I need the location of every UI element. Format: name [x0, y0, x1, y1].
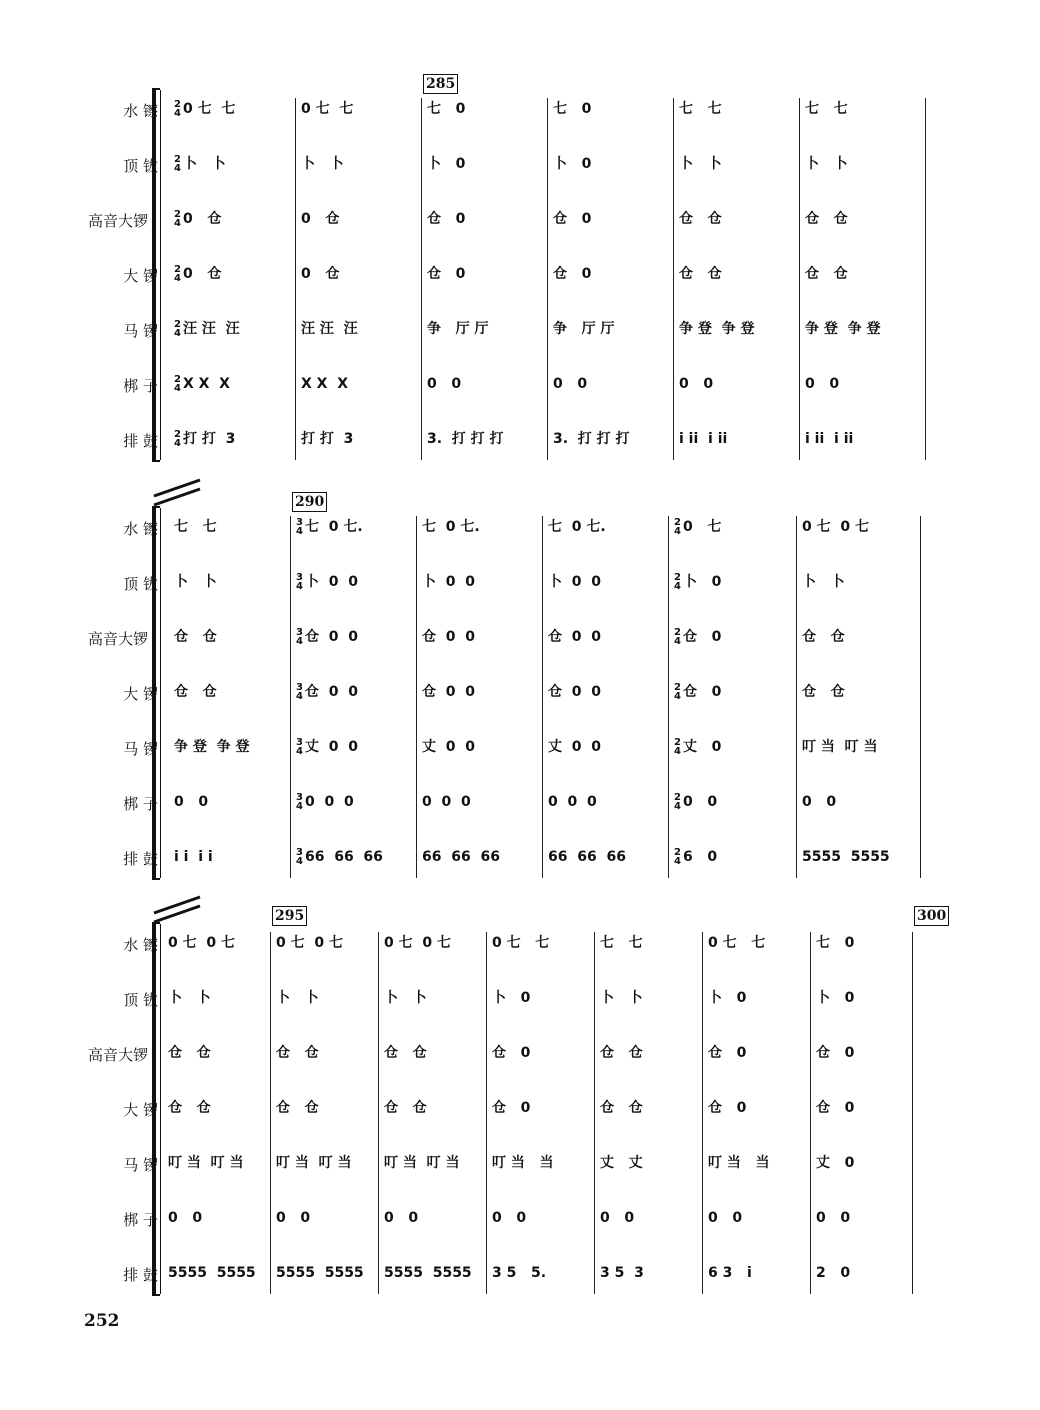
notation-cell: 仓 仓	[276, 1045, 319, 1061]
time-signature: 2 4	[174, 374, 181, 394]
barline	[295, 98, 296, 460]
notation-cell: 七 0 七.	[422, 519, 480, 535]
system-break-slashes	[150, 478, 210, 508]
notation-cell: 0 七 0 七	[802, 519, 869, 535]
rehearsal-mark: 285	[423, 74, 458, 94]
notation-cell: 丈 0 0	[422, 739, 475, 755]
notation-cell: 仓 0	[427, 266, 466, 282]
system-bracket-line	[160, 924, 161, 1294]
bracket-cap-bottom	[152, 460, 160, 462]
notation-cell: 2 4 0 0	[674, 792, 718, 812]
slash-line	[154, 489, 200, 505]
notation-cell: 仓 0	[553, 266, 592, 282]
notation-cell: X X X	[301, 376, 349, 392]
notation-cell: 仓 仓	[174, 684, 217, 700]
notation-cell: 仓 仓	[174, 629, 217, 645]
notation-cell: 仓 0 0	[422, 684, 475, 700]
notation-cell: 卜 卜	[276, 990, 319, 1006]
instrument-label: 排 鼓	[123, 850, 158, 868]
time-signature: 2 4	[674, 627, 681, 647]
system-bracket-line	[160, 508, 161, 878]
notation-cell: 卜 卜	[802, 574, 845, 590]
rehearsal-mark: 300	[914, 906, 949, 926]
notation-cell: 0 0	[553, 376, 588, 392]
instrument-label: 水 镲	[123, 936, 158, 954]
instrument-label: 排 鼓	[123, 432, 158, 450]
barline	[378, 932, 379, 1294]
instrument-label: 马 锣	[123, 1156, 158, 1174]
notation-cell: 仓 仓	[802, 629, 845, 645]
notation-cell: 0 仓	[301, 266, 340, 282]
notation-cell: 叮 当 叮 当	[802, 739, 878, 755]
notation-cell: 汪 汪 汪	[301, 321, 358, 337]
notation-cell: 0 仓	[301, 211, 340, 227]
notation-cell: 七 0	[553, 101, 592, 117]
notation-cell: 0 七 0 七	[384, 935, 451, 951]
instrument-label: 高音大锣	[87, 212, 148, 230]
instrument-label: 顶 钹	[123, 157, 158, 175]
instrument-label: 水 镲	[123, 520, 158, 538]
notation-cell: 七 七	[600, 935, 643, 951]
instrument-label: 梆 子	[123, 1211, 158, 1229]
instrument-label: 水 镲	[123, 102, 158, 120]
notation-cell: 叮 当 叮 当	[384, 1155, 460, 1171]
notation-cell: 七 0 七.	[548, 519, 606, 535]
notation-cell: 叮 当 叮 当	[168, 1155, 244, 1171]
barline	[542, 516, 543, 878]
barline	[810, 932, 811, 1294]
instrument-label: 大 锣	[123, 1101, 158, 1119]
barline	[270, 932, 271, 1294]
notation-cell: 0 0	[276, 1210, 311, 1226]
instrument-label: 顶 钹	[123, 575, 158, 593]
notation-cell: 2 4 汪 汪 汪	[174, 319, 240, 339]
slash-line	[154, 480, 200, 496]
notation-cell: 2 4 6 0	[674, 847, 718, 867]
notation-cell: 争 登 争 登	[174, 739, 250, 755]
notation-cell: 2 4 0 七 七	[174, 99, 236, 119]
notation-cell: 仓 仓	[168, 1045, 211, 1061]
notation-cell: 仓 0	[492, 1045, 531, 1061]
bracket-cap-bottom	[152, 878, 160, 880]
time-signature: 2 4	[174, 99, 181, 119]
notation-cell: 仓 仓	[805, 211, 848, 227]
rehearsal-mark: 295	[272, 906, 307, 926]
notation-cell: 0 0	[802, 794, 837, 810]
notation-cell: 0 0	[492, 1210, 527, 1226]
time-signature: 3 4	[296, 847, 303, 867]
notation-cell: 七 0	[427, 101, 466, 117]
notation-cell: 3. 打 打 打	[427, 431, 504, 447]
barline	[925, 98, 926, 460]
notation-cell: 卜 0	[427, 156, 466, 172]
notation-cell: 2 4 仓 0	[674, 682, 722, 702]
notation-cell: 卜 卜	[301, 156, 344, 172]
notation-cell: 丈 0 0	[548, 739, 601, 755]
notation-cell: 七 七	[174, 519, 217, 535]
time-signature: 2 4	[674, 737, 681, 757]
time-signature: 2 4	[174, 319, 181, 339]
notation-cell: 仓 0	[708, 1045, 747, 1061]
instrument-label: 大 锣	[123, 685, 158, 703]
notation-cell: 卜 0	[492, 990, 531, 1006]
system-break-slashes	[150, 895, 210, 925]
notation-cell: 0 0	[679, 376, 714, 392]
notation-cell: 仓 仓	[600, 1100, 643, 1116]
notation-cell: 66 66 66	[422, 849, 500, 865]
notation-cell: 2 4 X X X	[174, 374, 230, 394]
notation-cell: 6 3 i	[708, 1265, 752, 1281]
instrument-label: 高音大锣	[87, 630, 148, 648]
notation-cell: 卜 卜	[168, 990, 211, 1006]
notation-cell: 2 4 0 仓	[174, 264, 222, 284]
barline	[799, 98, 800, 460]
time-signature: 3 4	[296, 517, 303, 537]
notation-cell: 66 66 66	[548, 849, 626, 865]
notation-cell: 3 4 七 0 七.	[296, 517, 363, 537]
time-signature: 3 4	[296, 737, 303, 757]
notation-cell: 5555 5555	[802, 849, 890, 865]
notation-cell: 仓 0	[492, 1100, 531, 1116]
notation-cell: 争 厅 厅	[553, 321, 615, 337]
notation-cell: 0 0	[816, 1210, 851, 1226]
notation-cell: 5555 5555	[384, 1265, 472, 1281]
time-signature: 2 4	[674, 517, 681, 537]
notation-cell: 仓 仓	[384, 1045, 427, 1061]
time-signature: 2 4	[174, 154, 181, 174]
notation-cell: 卜 0	[553, 156, 592, 172]
notation-cell: 0 七 0 七	[276, 935, 343, 951]
notation-cell: 2 4 卜 0	[674, 572, 722, 592]
barline	[290, 516, 291, 878]
notation-cell: 5555 5555	[276, 1265, 364, 1281]
notation-cell: 卜 卜	[174, 574, 217, 590]
notation-cell: 0 0	[174, 794, 209, 810]
barline	[668, 516, 669, 878]
instrument-label: 排 鼓	[123, 1266, 158, 1284]
time-signature: 2 4	[674, 792, 681, 812]
notation-cell: 0 七 七	[492, 935, 550, 951]
notation-cell: 2 4 0 仓	[174, 209, 222, 229]
notation-cell: 0 0 0	[548, 794, 597, 810]
barline	[702, 932, 703, 1294]
time-signature: 2 4	[674, 847, 681, 867]
system-bracket-line	[160, 90, 161, 460]
notation-cell: 打 打 3	[301, 431, 354, 447]
bracket-cap-top	[152, 506, 160, 508]
notation-cell: 仓 仓	[276, 1100, 319, 1116]
notation-cell: 0 0	[427, 376, 462, 392]
bracket-cap-top	[152, 922, 160, 924]
notation-cell: 仓 仓	[802, 684, 845, 700]
instrument-label: 顶 钹	[123, 991, 158, 1009]
notation-cell: 卜 卜	[600, 990, 643, 1006]
instrument-label: 大 锣	[123, 267, 158, 285]
notation-cell: i i i i	[174, 849, 213, 865]
notation-cell: 卜 卜	[384, 990, 427, 1006]
notation-cell: 卜 0	[816, 990, 855, 1006]
time-signature: 2 4	[174, 264, 181, 284]
notation-cell: 丈 丈	[600, 1155, 643, 1171]
notation-cell: 卜 0 0	[422, 574, 475, 590]
notation-cell: 仓 0	[708, 1100, 747, 1116]
notation-cell: 仓 0	[553, 211, 592, 227]
notation-cell: 2 4 仓 0	[674, 627, 722, 647]
notation-cell: 仓 0	[427, 211, 466, 227]
time-signature: 3 4	[296, 792, 303, 812]
barline	[920, 516, 921, 878]
notation-cell: 3 4 仓 0 0	[296, 627, 358, 647]
notation-cell: 叮 当 当	[492, 1155, 554, 1171]
notation-cell: 仓 0 0	[548, 629, 601, 645]
time-signature: 3 4	[296, 682, 303, 702]
notation-cell: 2 4 0 七	[674, 517, 722, 537]
barline	[594, 932, 595, 1294]
barline	[796, 516, 797, 878]
notation-cell: 3 4 仓 0 0	[296, 682, 358, 702]
bracket-cap-bottom	[152, 1294, 160, 1296]
notation-cell: i ii i ii	[679, 431, 728, 447]
notation-cell: 0 0	[384, 1210, 419, 1226]
time-signature: 3 4	[296, 627, 303, 647]
slash-line	[154, 897, 200, 913]
notation-cell: 2 4 打 打 3	[174, 429, 236, 449]
notation-cell: 2 0	[816, 1265, 851, 1281]
notation-cell: 3 4 0 0 0	[296, 792, 354, 812]
notation-cell: 0 0 0	[422, 794, 471, 810]
notation-cell: 七 七	[679, 101, 722, 117]
notation-cell: 仓 仓	[679, 266, 722, 282]
notation-cell: 3 5 3	[600, 1265, 644, 1281]
time-signature: 2 4	[174, 429, 181, 449]
notation-cell: 仓 0	[816, 1100, 855, 1116]
time-signature: 2 4	[674, 572, 681, 592]
notation-cell: 0 七 0 七	[168, 935, 235, 951]
notation-cell: 0 七 七	[708, 935, 766, 951]
notation-cell: 0 七 七	[301, 101, 354, 117]
notation-cell: 5555 5555	[168, 1265, 256, 1281]
instrument-label: 马 锣	[123, 740, 158, 758]
notation-cell: 3 5 5.	[492, 1265, 547, 1281]
time-signature: 3 4	[296, 572, 303, 592]
notation-cell: 0 0	[708, 1210, 743, 1226]
barline	[673, 98, 674, 460]
notation-cell: 仓 仓	[805, 266, 848, 282]
notation-cell: 2 4 丈 0	[674, 737, 722, 757]
notation-cell: 争 厅 厅	[427, 321, 489, 337]
notation-cell: 仓 仓	[168, 1100, 211, 1116]
instrument-label: 高音大锣	[87, 1046, 148, 1064]
slash-line	[154, 906, 200, 922]
notation-cell: 卜 0	[708, 990, 747, 1006]
notation-cell: i ii i ii	[805, 431, 854, 447]
instrument-label: 马 锣	[123, 322, 158, 340]
notation-cell: 争 登 争 登	[805, 321, 881, 337]
notation-cell: 争 登 争 登	[679, 321, 755, 337]
notation-cell: 2 4 卜 卜	[174, 154, 226, 174]
instrument-label: 梆 子	[123, 795, 158, 813]
notation-cell: 0 0	[600, 1210, 635, 1226]
notation-cell: 3 4 66 66 66	[296, 847, 383, 867]
notation-cell: 叮 当 叮 当	[276, 1155, 352, 1171]
notation-cell: 仓 仓	[600, 1045, 643, 1061]
notation-cell: 丈 0	[816, 1155, 855, 1171]
barline	[547, 98, 548, 460]
notation-cell: 仓 仓	[679, 211, 722, 227]
notation-cell: 3 4 丈 0 0	[296, 737, 358, 757]
notation-cell: 仓 0 0	[422, 629, 475, 645]
rehearsal-mark: 290	[292, 492, 327, 512]
notation-cell: 叮 当 当	[708, 1155, 770, 1171]
barline	[486, 932, 487, 1294]
notation-cell: 仓 0 0	[548, 684, 601, 700]
notation-cell: 七 0	[816, 935, 855, 951]
notation-cell: 3 4 卜 0 0	[296, 572, 358, 592]
barline	[912, 932, 913, 1294]
notation-cell: 仓 仓	[384, 1100, 427, 1116]
barline	[416, 516, 417, 878]
notation-cell: 卜 0 0	[548, 574, 601, 590]
time-signature: 2 4	[174, 209, 181, 229]
instrument-label: 梆 子	[123, 377, 158, 395]
notation-cell: 卜 卜	[679, 156, 722, 172]
notation-cell: 七 七	[805, 101, 848, 117]
time-signature: 2 4	[674, 682, 681, 702]
notation-cell: 仓 0	[816, 1045, 855, 1061]
notation-cell: 0 0	[168, 1210, 203, 1226]
notation-cell: 3. 打 打 打	[553, 431, 630, 447]
barline	[421, 98, 422, 460]
notation-cell: 卜 卜	[805, 156, 848, 172]
notation-cell: 0 0	[805, 376, 840, 392]
bracket-cap-top	[152, 88, 160, 90]
page-number: 252	[84, 1311, 120, 1331]
